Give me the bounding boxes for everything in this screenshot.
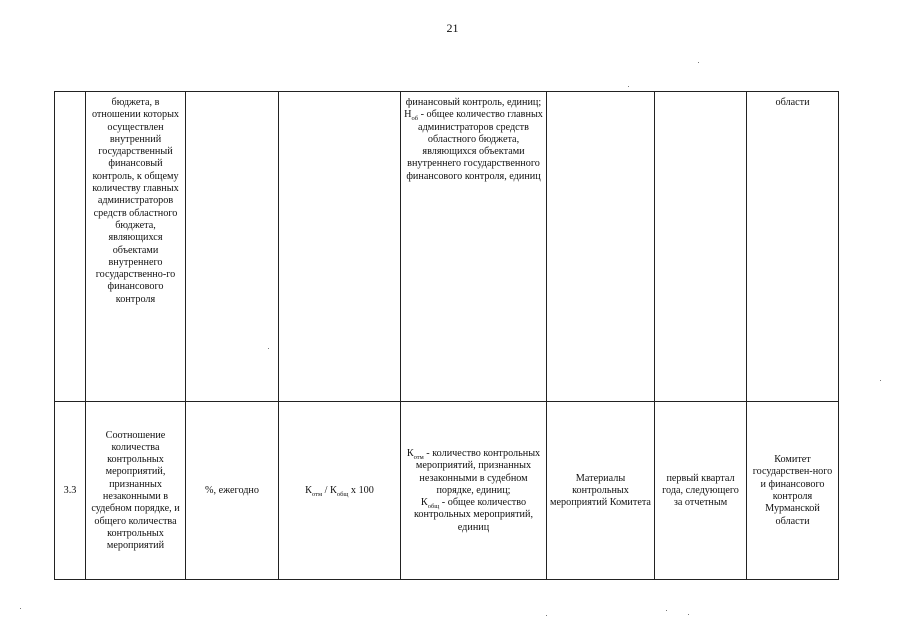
symbol-description: - количество контрольных мероприятий, признанных незаконными в судебном порядке, единиц; [415, 447, 541, 496]
symbol-description: - общее количество главных администраторов средств областного бюджета, являющихся объектами внутреннего государственного финансового контроля, единиц [406, 109, 543, 182]
formula-desc-part: финансовый контроль, единиц; [405, 97, 542, 108]
scan-speck [20, 608, 21, 609]
symbol-description: - общее количество контрольных мероприятий, единиц [413, 497, 534, 533]
formula-cell [279, 92, 401, 402]
formula-separator: / [322, 484, 331, 496]
table-row [55, 92, 839, 402]
scan-speck [880, 380, 881, 381]
row-number-cell: 3.3 [55, 402, 86, 580]
formula-description-cell [401, 402, 547, 580]
table-row [55, 402, 839, 580]
source-cell [547, 92, 655, 402]
symbol: К [330, 484, 337, 496]
symbol: К [305, 484, 312, 496]
indicators-table [54, 91, 839, 580]
formula-desc-part [403, 497, 544, 534]
indicator-cell: бюджета, в отношении которых осуществлен внутренний государственный финансовый контроль, к общему количеству главных администраторов средств областного бюджета, являющихся объектами внутреннего государственно-го финансового контроля [86, 92, 186, 402]
symbol: К [406, 447, 414, 459]
responsible-cell: Комитет государствен-ного и финансового контроля Мурманской области [747, 402, 839, 580]
row-number-cell [55, 92, 86, 402]
symbol-subscript: общ [336, 490, 349, 498]
formula-description-cell [401, 92, 547, 402]
formula-desc-part [403, 109, 544, 183]
symbol-subscript: об [411, 115, 419, 123]
scan-speck [268, 348, 269, 349]
formula-cell [279, 402, 401, 580]
formula-tail: х 100 [348, 484, 374, 496]
responsible-cell: области [747, 92, 839, 402]
symbol-subscript: отм [311, 490, 323, 498]
symbol-subscript: отм [413, 453, 424, 461]
symbol: К [420, 497, 428, 509]
symbol: Н [404, 109, 412, 121]
scan-speck [666, 610, 667, 611]
formula-desc-part [403, 448, 544, 497]
unit-cell [186, 92, 279, 402]
scan-speck [688, 614, 689, 615]
scan-speck [698, 62, 699, 63]
timing-cell: первый квартал года, следующего за отчетным [655, 402, 747, 580]
source-cell: Материалы контрольных мероприятий Комитета [547, 402, 655, 580]
indicator-cell: Соотношение количества контрольных мероприятий, признанных незаконными в судебном порядке, и общего количества контрольных мероприятий [86, 402, 186, 580]
symbol-subscript: общ [427, 503, 440, 511]
unit-cell: %, ежегодно [186, 402, 279, 580]
timing-cell [655, 92, 747, 402]
scan-speck [628, 86, 629, 87]
scan-speck [546, 615, 547, 616]
page-number: 21 [446, 21, 459, 35]
